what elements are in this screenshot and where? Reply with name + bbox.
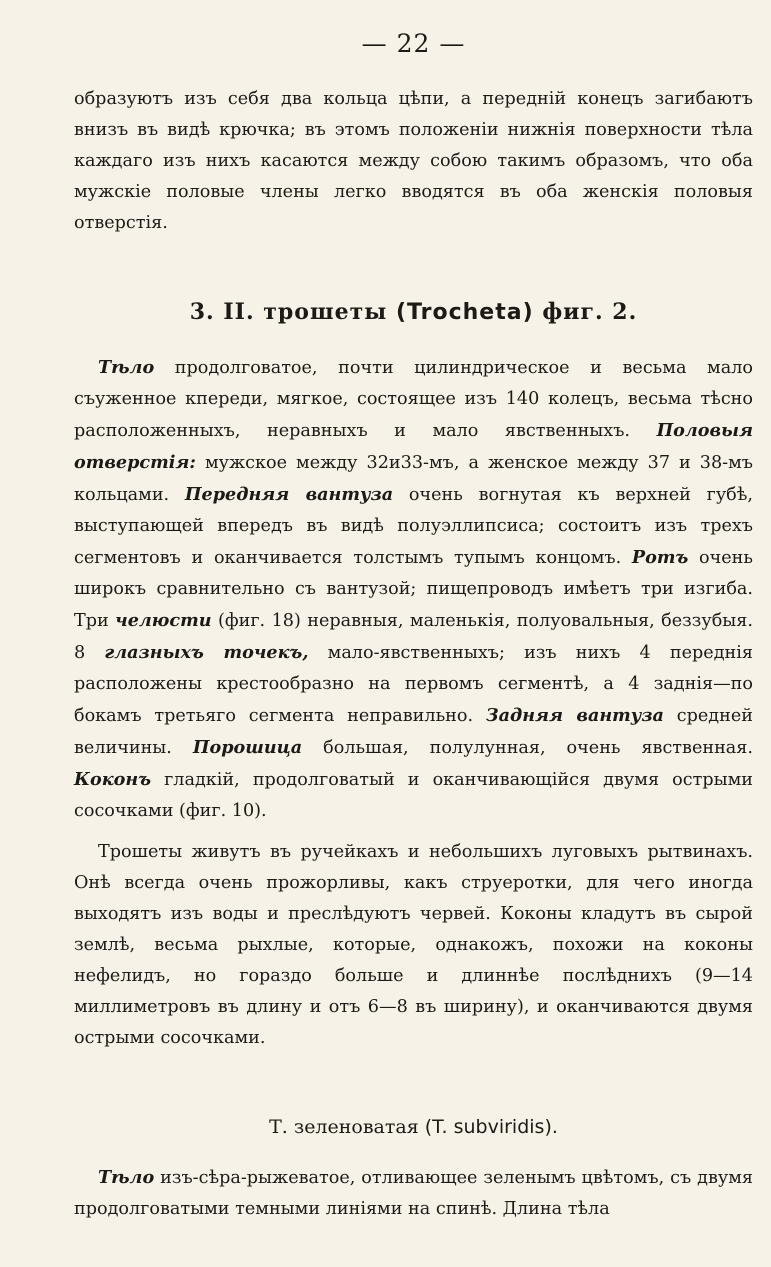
term-anterior-sucker: Передняя вантуза <box>184 484 394 505</box>
paragraph-continuation: образуютъ изъ себя два кольца цѣпи, а передній конецъ загибаютъ внизъ въ видѣ крючка; въ этомъ положеніи нижнія поверхности тѣла каждаго изъ нихъ касаются между собою такимъ образомъ, что оба мужскіе половые члены легко вводятся въ оба женскія половыя отверстія. <box>74 89 753 233</box>
section-number: 3. II. <box>189 299 255 325</box>
term-mouth: Ротъ <box>631 547 689 568</box>
page-number: — 22 — <box>361 29 466 58</box>
description-text-9: гладкій, продолговатый и оканчивающійся двумя острыми сосочками (фиг. 10). <box>74 770 753 821</box>
description-text-4: очень широкъ сравнительно съ вантузой; пищепроводъ имѣетъ три изгиба. Три <box>74 548 753 631</box>
habitat-paragraph: Трошеты живутъ въ ручейкахъ и небольшихъ луговыхъ рытвинахъ. Онѣ всегда очень прожорливы, какъ струеротки, для чего иногда выходятъ изъ воды и преслѣдуютъ червей. Коконы кладутъ въ сырой землѣ, весьма рыхлые, которые, однакожъ, похожи на коконы нефелидъ, но гораздо больше и длиннѣе послѣднихъ (9—14 миллиметровъ въ длину и отъ 6—8 въ ширину), и оканчиваются двумя острыми сосочками. <box>74 842 753 1048</box>
species-description <box>74 1162 753 1225</box>
species-name: Т. зеленоватая <box>269 1116 419 1138</box>
term-body: Тѣло <box>98 357 155 378</box>
species-description-text: изъ-сѣра-рыжеватое, отливающее зеленымъ цвѣтомъ, съ двумя продолговатыми темными линіями на спинѣ. Длина тѣла <box>74 1168 753 1219</box>
section-genus-name: трошеты <box>263 299 388 325</box>
description-text-1: продолговатое, почти цилиндрическое и весьма мало съуженное кпереди, мягкое, состоящее изъ 140 колецъ, весьма тѣсно расположенныхъ, неравныхъ и мало явственныхъ. <box>74 358 753 441</box>
term-jaws: челюсти <box>115 610 212 631</box>
description-text-3: очень вогнутая къ верхней губѣ, выступающей впередъ въ видѣ полуэллипсиса; состоитъ изъ трехъ сегментовъ и оканчивается толстымъ тупымъ концомъ. <box>74 485 753 568</box>
description-text-6: мало-явственныхъ; изъ нихъ 4 переднія расположены крестообразно на первомъ сегментѣ, а 4 заднія—по бокамъ третьяго сегмента неправильно. <box>74 643 753 726</box>
term-cocoon: Коконъ <box>74 769 151 790</box>
term-eye-spots: глазныхъ точекъ, <box>104 642 309 663</box>
term-genital-openings: Половыя отверстія: <box>74 420 753 473</box>
description-text-2: мужское между 32и33-мъ, а женское между 37 и 38-мъ кольцами. <box>74 453 753 505</box>
term-body-species: Тѣло <box>98 1167 155 1188</box>
section-figure-ref: фиг. 2. <box>542 299 638 325</box>
description-text-8: большая, полулунная, очень явственная. <box>302 738 753 758</box>
paragraph-gap <box>74 827 753 837</box>
genus-description <box>74 352 753 827</box>
term-posterior-sucker: Задняя вантуза <box>485 705 664 726</box>
species-latin-name: (T. subviridis). <box>424 1116 558 1138</box>
description-text-7: средней величины. <box>74 706 753 758</box>
description-text-5: (фиг. 18) неравныя, маленькія, полуовальныя, беззубыя. 8 <box>74 611 753 663</box>
section-latin-name: (Trocheta) <box>395 300 534 325</box>
term-anus: Порошица <box>192 737 303 758</box>
section-heading <box>74 297 753 328</box>
species-heading <box>74 1112 753 1142</box>
